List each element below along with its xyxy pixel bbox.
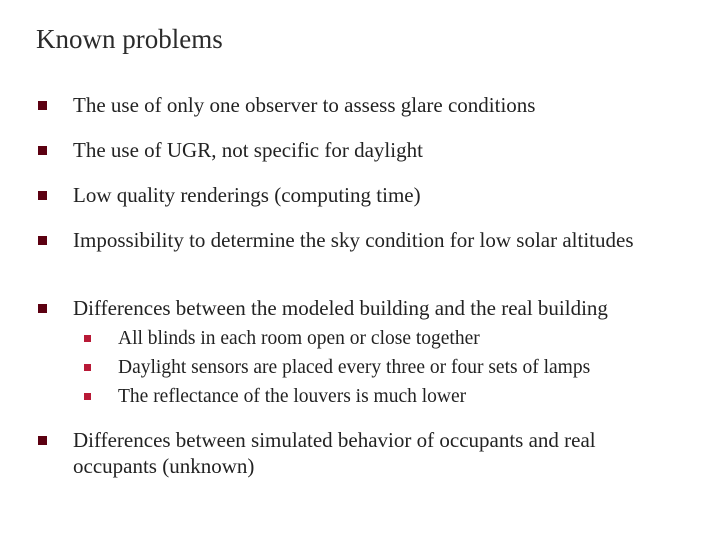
square-bullet-icon (38, 436, 47, 445)
sub-bullet-text: Daylight sensors are placed every three or four sets of lamps (118, 357, 591, 378)
slide-title: Known problems (36, 24, 223, 54)
square-bullet-icon (38, 101, 47, 110)
bullet-text: The use of only one observer to assess glare conditions (73, 93, 536, 117)
sub-bullet-text: The reflectance of the louvers is much lower (118, 386, 467, 407)
bullet-text: Low quality renderings (computing time) (73, 183, 421, 207)
square-bullet-icon (38, 236, 47, 245)
square-bullet-icon (84, 393, 91, 400)
square-bullet-icon (38, 146, 47, 155)
square-bullet-icon (38, 191, 47, 200)
square-bullet-icon (38, 304, 47, 313)
square-bullet-icon (84, 335, 91, 342)
bullet-text: The use of UGR, not specific for daylight (73, 138, 423, 162)
bullet-text: Differences between the modeled building and the real building (73, 296, 608, 320)
square-bullet-icon (84, 364, 91, 371)
sub-bullet-text: All blinds in each room open or close together (118, 328, 480, 349)
bullet-text: Differences between simulated behavior of occupants and real occupants (unknown) (73, 428, 596, 478)
bullet-text: Impossibility to determine the sky condition for low solar altitudes (73, 228, 634, 252)
